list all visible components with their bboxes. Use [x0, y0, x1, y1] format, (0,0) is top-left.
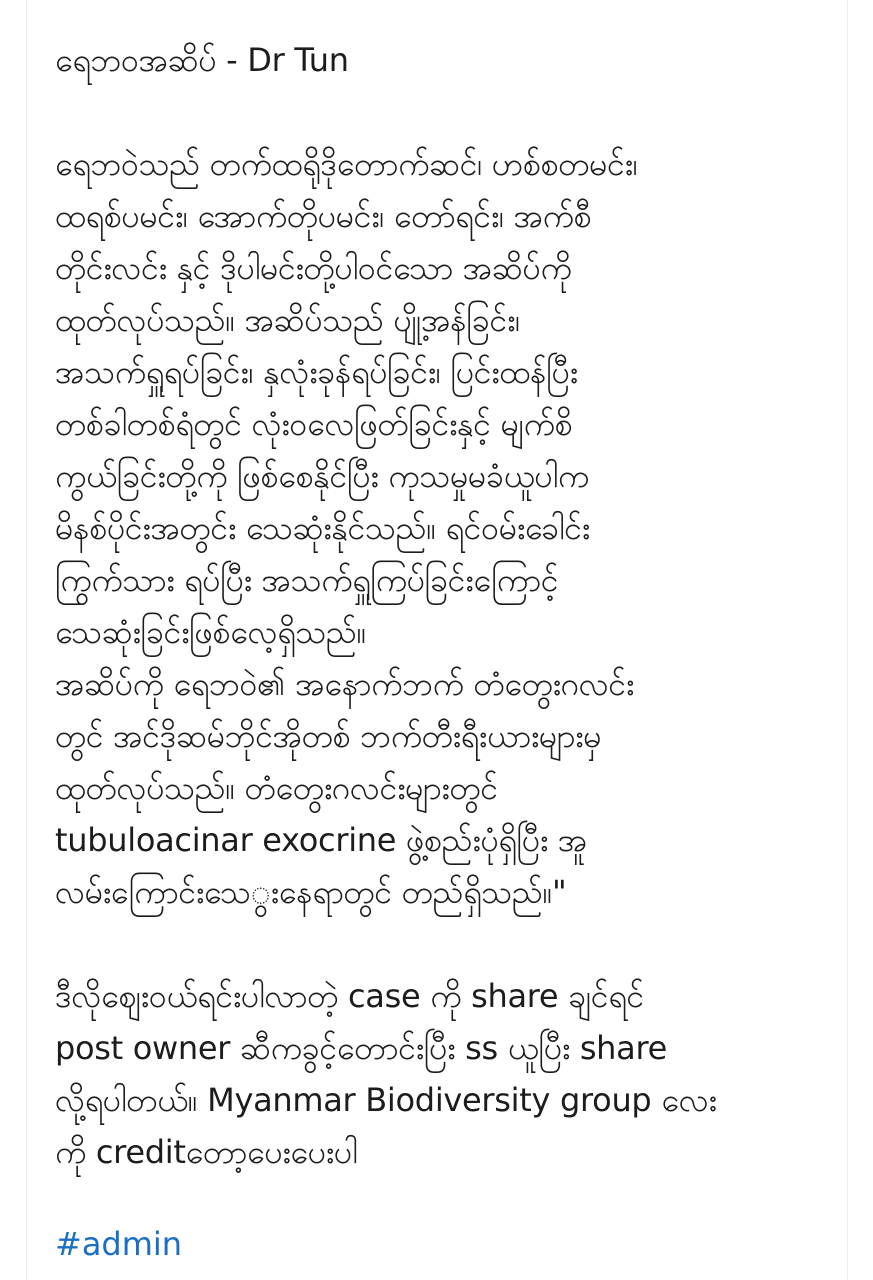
paragraph-1: [55, 138, 835, 918]
paragraph-line: post owner ဆီကခွင့်တောင်းပြီး ss ယူပြီး share: [55, 1029, 668, 1067]
paragraph-line: တိုင်းလင်း နှင့် ဒိုပါမင်းတို့ပါဝင်သော အဆိပ်ကို: [55, 249, 572, 287]
paragraph-line: တစ်ခါတစ်ရံတွင် လုံးဝလေဖြတ်ခြင်းနှင့် မျက်စိ: [55, 405, 573, 443]
paragraph-2: [55, 970, 835, 1178]
paragraph-line: အသက်ရှူရပ်ခြင်း၊ နှလုံးခုန်ရပ်ခြင်း၊ ပြင်းထန်ပြီး: [55, 353, 578, 391]
paragraph-line: မိနစ်ပိုင်းအတွင်း သေဆုံးနိုင်သည်။ ရင်ဝမ်းခေါင်း: [55, 509, 590, 547]
paragraph-line: ဒီလိုဈေးဝယ်ရင်းပါလာတဲ့ case ကို share ချင်ရင်: [55, 977, 644, 1015]
paragraph-line: ကြွက်သား ရပ်ပြီး အသက်ရှူကြပ်ခြင်းကြောင့်: [55, 561, 559, 599]
post-title: ရေဘဝအဆိပ် - Dr Tun: [55, 41, 349, 79]
paragraph-line: တွင် အင်ဒိုဆမ်ဘိုင်အိုတစ် ဘက်တီးရီးယားများမှ: [55, 717, 602, 755]
paragraph-line: ကို creditတော့ပေးပေးပါ: [55, 1133, 358, 1171]
hashtag-link-admin[interactable]: #admin: [55, 1225, 183, 1263]
paragraph-line: tubuloacinar exocrine ဖွဲ့စည်းပုံရှိပြီး အူ: [55, 821, 587, 859]
paragraph-line: ထုတ်လုပ်သည်။ အဆိပ်သည် ပျို့အန်ခြင်း၊: [55, 301, 520, 339]
paragraph-spacer: [55, 918, 835, 970]
paragraph-line: လမ်းကြောင်းသေွးနေရာတွင် တည်ရှိသည်။": [55, 873, 567, 911]
paragraph-line: သေဆုံးခြင်းဖြစ်လေ့ရှိသည်။: [55, 613, 367, 651]
paragraph-line: ရေဘဝဲသည် တက်ထရိုဒိုတောက်ဆင်၊ ဟစ်စတမင်း၊: [55, 145, 638, 183]
paragraph-line: ကွယ်ခြင်းတို့ကို ဖြစ်စေနိုင်ပြီး ကုသမှုမခံယူပါက: [55, 457, 589, 495]
paragraph-line: အဆိပ်ကို ရေဘဝဲ၏ အနောက်ဘက် တံတွေးဂလင်း: [55, 665, 634, 703]
paragraph-line: ထရစ်ပမင်း၊ အောက်တိုပမင်း၊ တော်ရင်း၊ အက်စီ: [55, 197, 592, 235]
paragraph-line: လို့ရပါတယ်။ Myanmar Biodiversity group လေး: [55, 1081, 717, 1119]
post-body: [55, 34, 835, 1178]
paragraph-line: ထုတ်လုပ်သည်။ တံတွေးဂလင်းများတွင်: [55, 769, 498, 807]
